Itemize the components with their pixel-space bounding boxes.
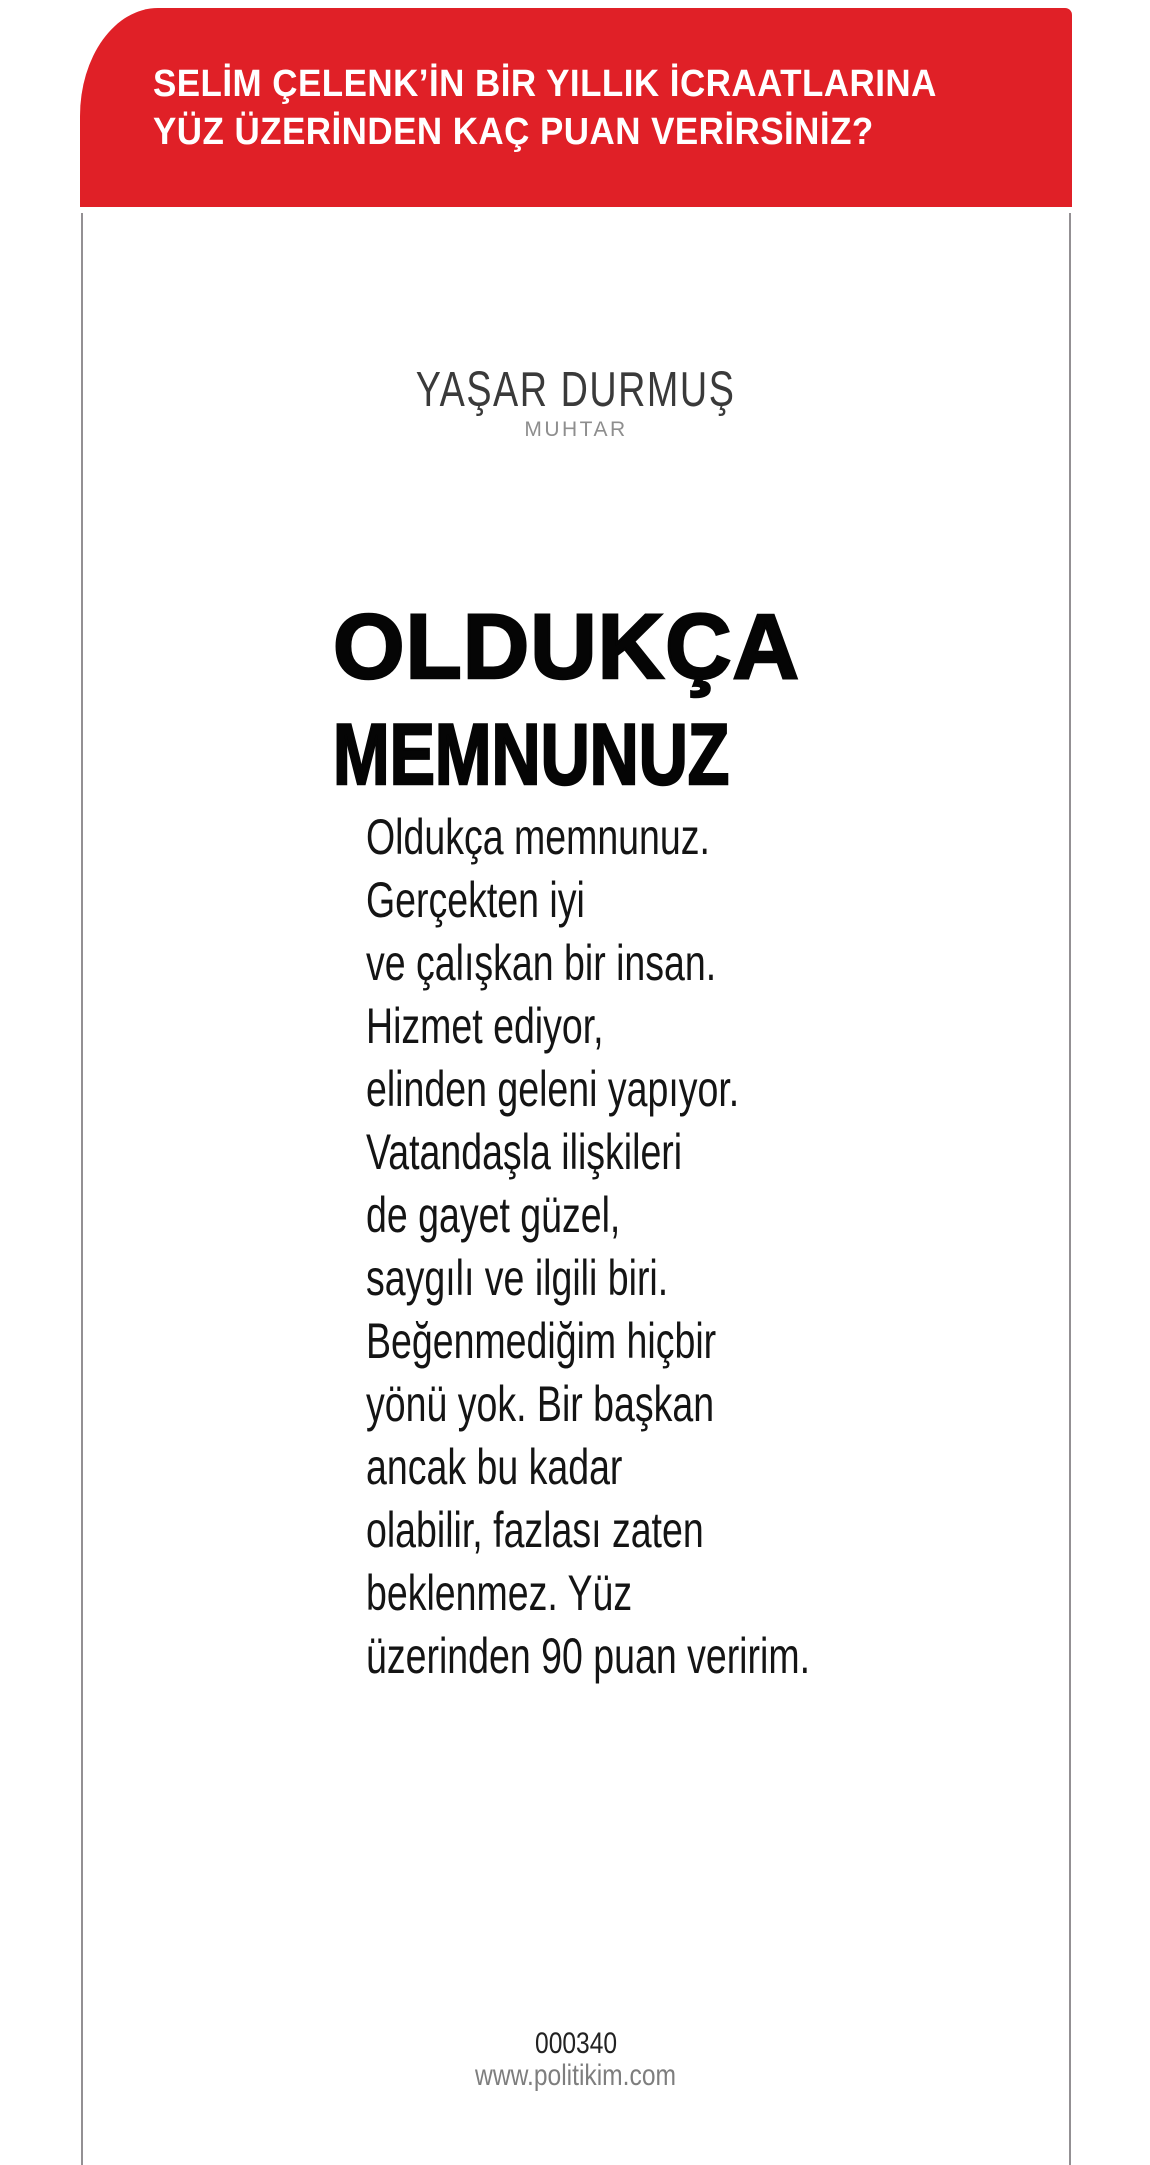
quote-line: elinden geleni yapıyor. <box>366 1061 740 1117</box>
quote-line: beklenmez. Yüz <box>366 1565 633 1621</box>
headline-line-2: MEMNUNUZ <box>333 707 730 803</box>
quote-line: üzerinden 90 puan veririm. <box>366 1628 810 1684</box>
person-title: MUHTAR <box>524 418 628 441</box>
quote-line: olabilir, fazlası zaten <box>366 1502 704 1558</box>
red-header-banner <box>80 8 1072 207</box>
quote-line: Hizmet ediyor, <box>366 998 604 1054</box>
header-question-line-1: SELİM ÇELENK’İN BİR YILLIK İCRAATLARINA <box>153 63 937 105</box>
person-name: YAŞAR DURMUŞ <box>416 363 736 417</box>
footer-website: www.politikim.com <box>475 2059 677 2092</box>
headline <box>333 593 835 809</box>
headline-line-1: OLDUKÇA <box>333 596 800 698</box>
quote-line: Oldukça memnunuz. <box>366 809 710 865</box>
quote-line: saygılı ve ilgili biri. <box>366 1250 669 1306</box>
quote-line: Vatandaşla ilişkileri <box>366 1124 683 1180</box>
quote-line: Beğenmediğim hiçbir <box>366 1313 717 1369</box>
quote-line: de gayet güzel, <box>366 1187 621 1243</box>
left-frame-line <box>81 213 83 2165</box>
quote-line: yönü yok. Bir başkan <box>366 1376 715 1432</box>
header-question-line-2: YÜZ ÜZERİNDEN KAÇ PUAN VERİRSİNİZ? <box>153 111 874 153</box>
footer-code: 000340 <box>534 2027 618 2060</box>
header-question <box>153 60 937 156</box>
right-frame-line <box>1069 213 1071 2165</box>
quote-line: ve çalışkan bir insan. <box>366 935 717 991</box>
quote-text <box>366 806 810 1688</box>
quote-line: ancak bu kadar <box>366 1439 623 1495</box>
quote-line: Gerçekten iyi <box>366 872 585 928</box>
